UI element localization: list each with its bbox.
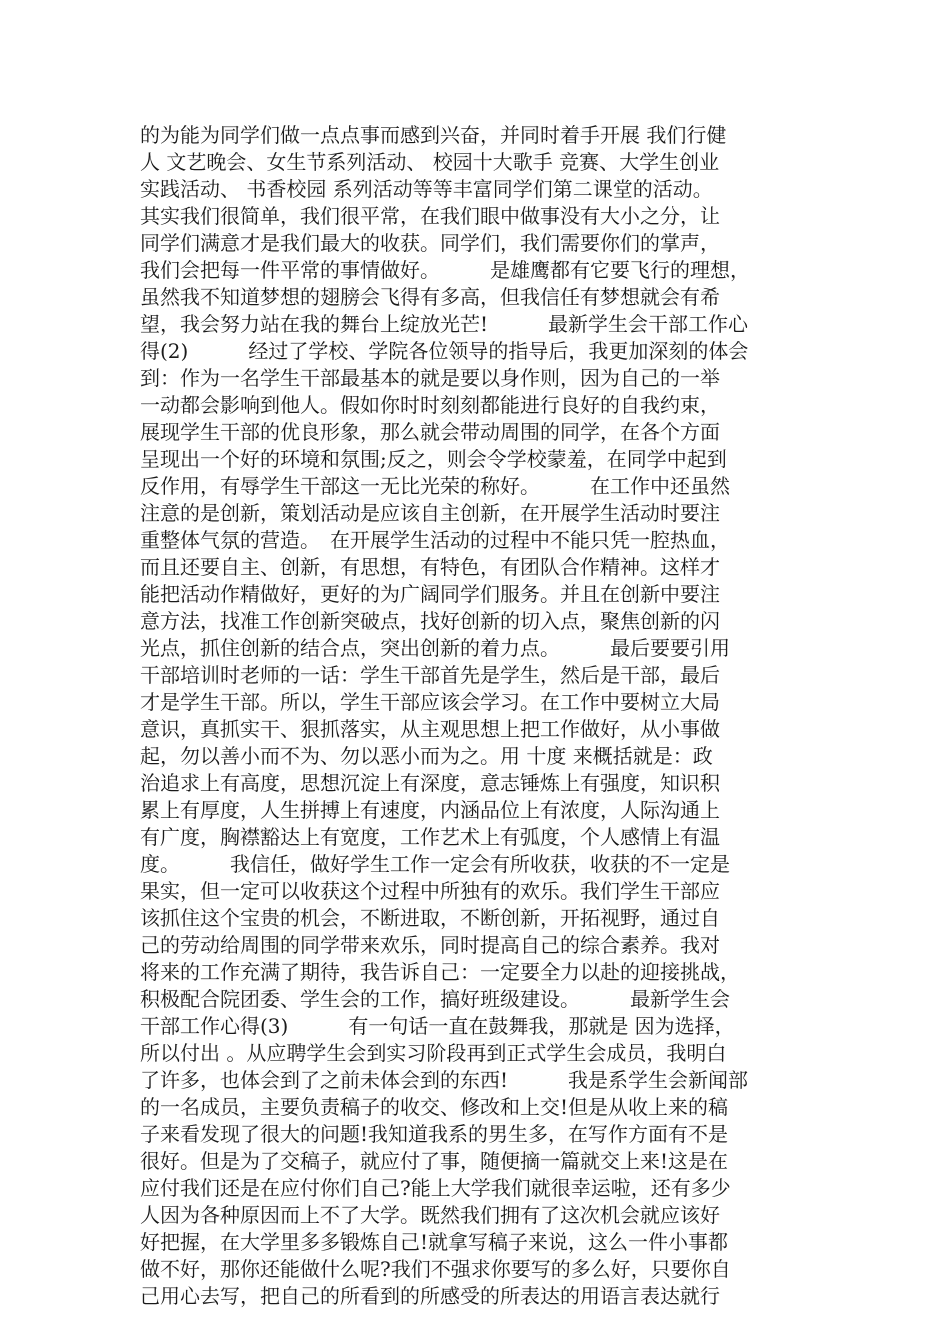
text-line: 人因为各种原因而上不了大学。既然我们拥有了这次机会就应该好 xyxy=(140,1203,720,1227)
text-line: 果实，但一定可以收获这个过程中所独有的欢乐。我们学生干部应 xyxy=(140,879,720,903)
text-line: 的为能为同学们做一点点事而感到兴奋，并同时着手开展 我们行健 xyxy=(140,123,727,147)
text-line: 干部培训时老师的一话：学生干部首先是学生，然后是干部，最后 xyxy=(140,663,720,687)
text-line: 很好。但是为了交稿子，就应付了事，随便摘一篇就交上来!这是在 xyxy=(140,1149,729,1173)
text-line: 起，勿以善小而不为、勿以恶小而为之。用 十度 来概括就是：政 xyxy=(140,744,713,768)
text-line: 累上有厚度，人生拼搏上有速度，内涵品位上有浓度，人际沟通上 xyxy=(140,798,720,822)
text-line: 该抓住这个宝贵的机会，不断进取，不断创新，开拓视野，通过自 xyxy=(140,906,720,930)
text-line: 望，我会努力站在我的舞台上绽放光芒! 最新学生会干部工作心 xyxy=(140,312,749,336)
text-line: 展现学生干部的优良形象，那么就会带动周围的同学，在各个方面 xyxy=(140,420,720,444)
text-line: 积极配合院团委、学生会的工作，搞好班级建设。 最新学生会 xyxy=(140,987,730,1011)
text-line: 意方法，找准工作创新突破点，找好创新的切入点，聚焦创新的闪 xyxy=(140,609,720,633)
text-line: 一动都会影响到他人。假如你时时刻刻都能进行良好的自我约束， xyxy=(140,393,720,417)
text-line: 做不好，那你还能做什么呢?我们不强求你要写的多么好，只要你自 xyxy=(140,1257,731,1281)
body-text xyxy=(140,122,820,1310)
text-line: 同学们满意才是我们最大的收获。同学们，我们需要你们的掌声， xyxy=(140,231,720,255)
text-line: 得(2) 经过了学校、学院各位领导的指导后，我更加深刻的体会 xyxy=(140,339,749,363)
text-line: 注意的是创新，策划活动是应该自主创新，在开展学生活动时要注 xyxy=(140,501,720,525)
text-line: 我们会把每一件平常的事情做好。 是雄鹰都有它要飞行的理想， xyxy=(140,258,750,282)
text-line: 人 文艺晚会、女生节系列活动、 校园十大歌手 竞赛、大学生创业 xyxy=(140,150,720,174)
text-line: 好把握，在大学里多多锻炼自己!就拿写稿子来说，这么一件小事都 xyxy=(140,1230,729,1254)
text-line: 才是学生干部。所以，学生干部应该会学习。在工作中要树立大局 xyxy=(140,690,720,714)
text-line: 反作用，有辱学生干部这一无比光荣的称好。 在工作中还虽然 xyxy=(140,474,730,498)
text-line: 虽然我不知道梦想的翅膀会飞得有多高，但我信任有梦想就会有希 xyxy=(140,285,720,309)
text-line: 干部工作心得(3) 有一句话一直在鼓舞我，那就是 因为选择， xyxy=(140,1014,735,1038)
text-line: 实践活动、 书香校园 系列活动等等丰富同学们第二课堂的活动。 xyxy=(140,177,713,201)
text-line: 能把活动作精做好，更好的为广阔同学们服务。并且在创新中要注 xyxy=(140,582,720,606)
text-line: 己用心去写，把自己的所看到的所感受的所表达的用语言表达就行 xyxy=(140,1284,720,1308)
text-line: 意识，真抓实干、狠抓落实，从主观思想上把工作做好，从小事做 xyxy=(140,717,720,741)
text-line: 应付我们还是在应付你们自己?能上大学我们就很幸运啦，还有多少 xyxy=(140,1176,731,1200)
text-line: 重整体气氛的营造。 在开展学生活动的过程中不能只凭一腔热血， xyxy=(140,528,730,552)
text-line: 光点，抓住创新的结合点，突出创新的着力点。 最后要要引用 xyxy=(140,636,730,660)
text-line: 而且还要自主、创新，有思想，有特色，有团队合作精神。这样才 xyxy=(140,555,720,579)
text-line: 了许多，也体会到了之前未体会到的东西! 我是系学生会新闻部 xyxy=(140,1068,749,1092)
text-line: 有广度，胸襟豁达上有宽度，工作艺术上有弧度，个人感情上有温 xyxy=(140,825,720,849)
text-line: 己的劳动给周围的同学带来欢乐，同时提高自己的综合素养。我对 xyxy=(140,933,720,957)
text-line: 治追求上有高度，思想沉淀上有深度，意志锤炼上有强度，知识积 xyxy=(140,771,720,795)
text-line: 其实我们很简单，我们很平常，在我们眼中做事没有大小之分，让 xyxy=(140,204,720,228)
text-line: 将来的工作充满了期待，我告诉自己：一定要全力以赴的迎接挑战， xyxy=(140,960,740,984)
text-line: 呈现出一个好的环境和氛围;反之，则会令学校蒙羞，在同学中起到 xyxy=(140,447,727,471)
text-line: 的一名成员，主要负责稿子的收交、修改和上交!但是从收上来的稿 xyxy=(140,1095,729,1119)
text-line: 子来看发现了很大的问题!我知道我系的男生多，在写作方面有不是 xyxy=(140,1122,729,1146)
text-line: 到：作为一名学生干部最基本的就是要以身作则，因为自己的一举 xyxy=(140,366,720,390)
text-line: 度。 我信任，做好学生工作一定会有所收获，收获的不一定是 xyxy=(140,852,730,876)
text-line: 所以付出 。从应聘学生会到实习阶段再到正式学生会成员，我明白 xyxy=(140,1041,727,1065)
